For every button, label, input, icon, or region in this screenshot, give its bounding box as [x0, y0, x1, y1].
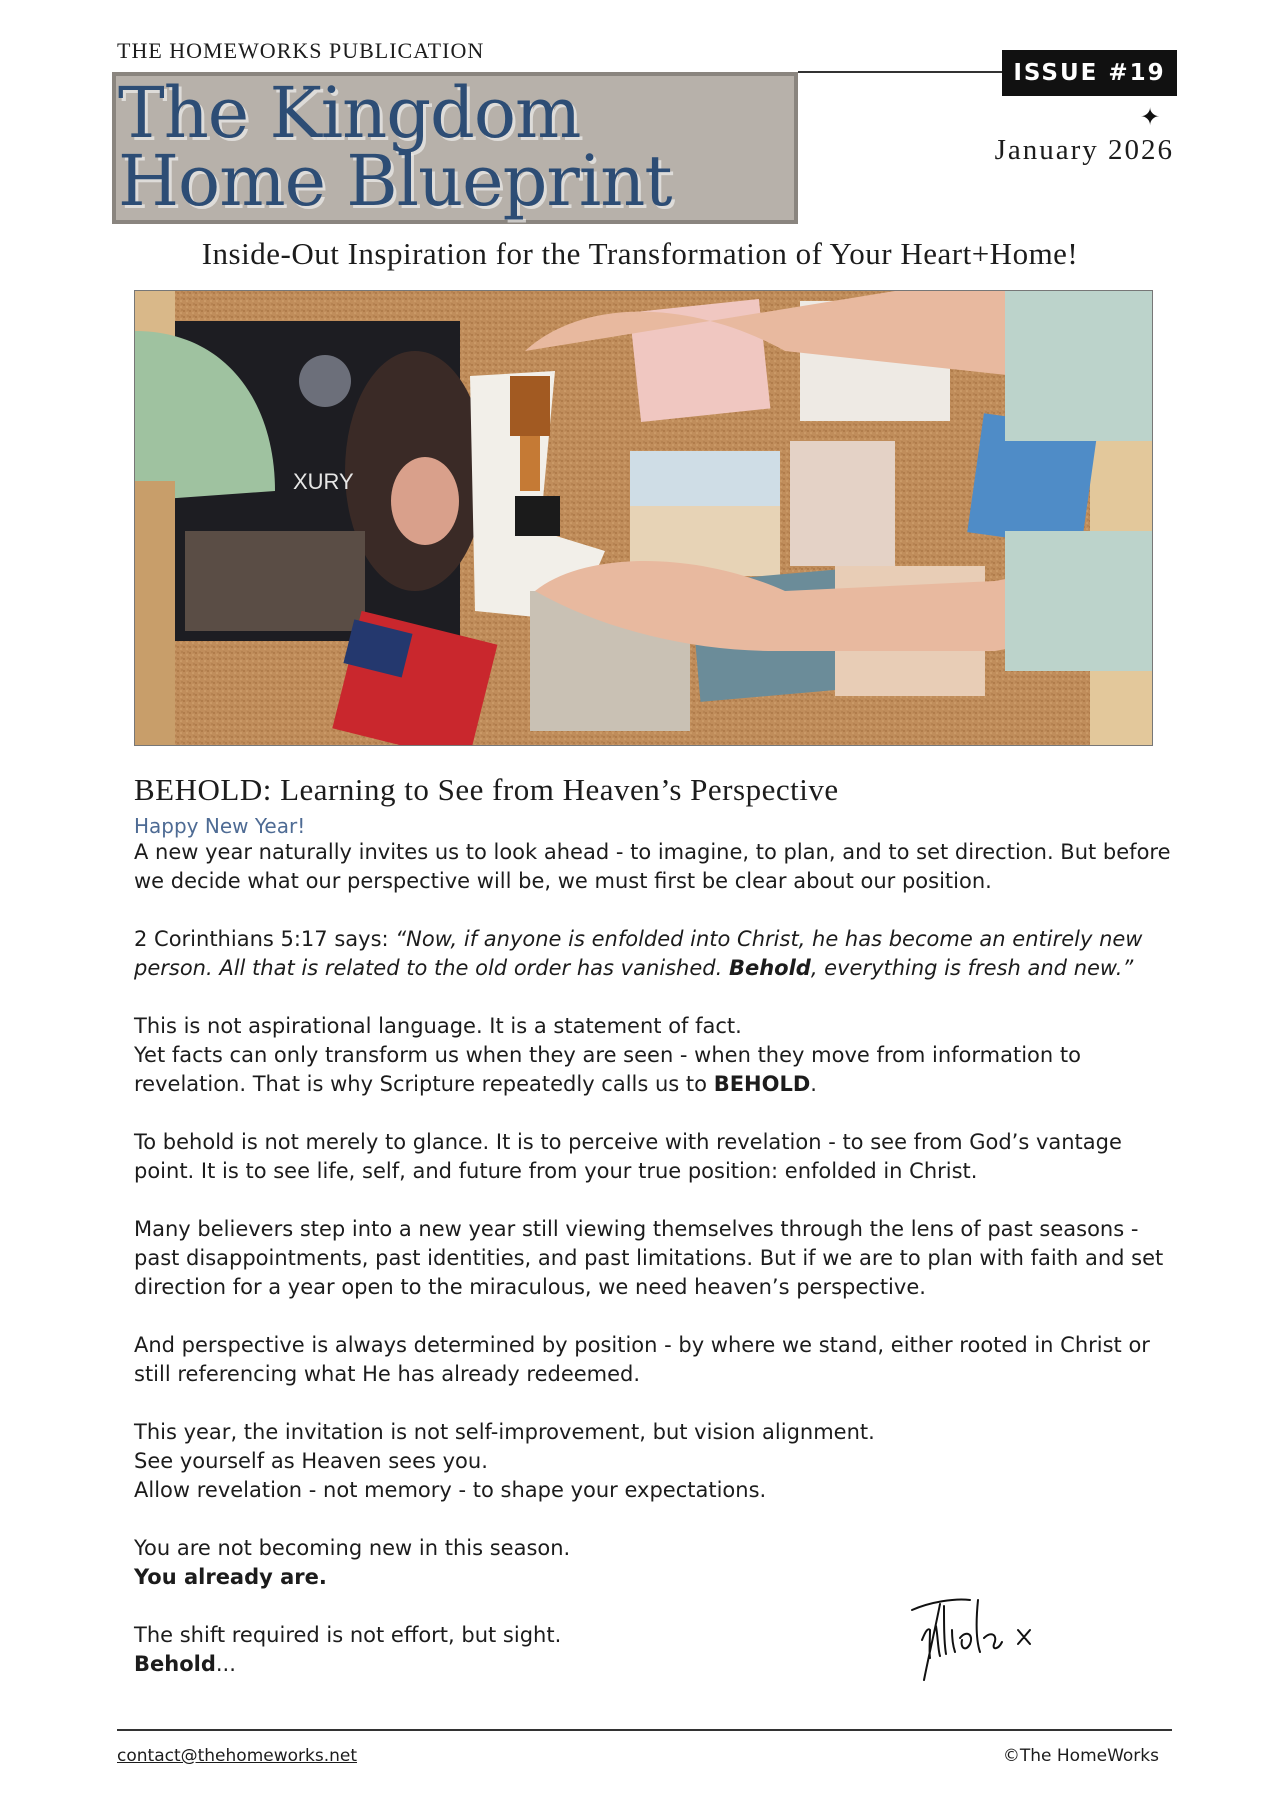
paragraph-behold: To behold is not merely to glance. It is to perceive with revelation - to see from God’s vantage point. It is to see life, self, and future from your true position: enfolded in Christ.: [134, 1130, 1122, 1183]
scripture-quote-b: , everything is fresh and new.”: [810, 956, 1134, 980]
fact-line-1: This is not aspirational language. It is a statement of fact.: [134, 1014, 742, 1038]
masthead-title-box: [112, 72, 798, 224]
fact-line-2: Yet facts can only transform us when they are seen - when they move from information to revelation. That is why Scripture repeatedly calls us to: [134, 1043, 1081, 1096]
header-divider: [798, 71, 1003, 73]
closing-end: ...: [215, 1652, 236, 1676]
copyright-notice: ©The HomeWorks: [1002, 1746, 1159, 1766]
contact-email-link[interactable]: contact@thehomeworks.net: [117, 1746, 358, 1766]
masthead-title-line-2: Home Blueprint: [118, 140, 672, 222]
new-line-1: You are not becoming new in this season.: [134, 1536, 571, 1560]
paragraph-believers: Many believers step into a new year still viewing themselves through the lens of past seasons - past disappointments, past identities, and past limitations. But if we are to plan with faith and set direction for a year open to the miraculous, we need heaven’s perspective.: [134, 1217, 1164, 1299]
article-title: BEHOLD: Learning to See from Heaven’s Perspective: [134, 772, 839, 807]
fact-end: .: [810, 1072, 817, 1096]
invitation-line-2: See yourself as Heaven sees you.: [134, 1449, 488, 1473]
scripture-reference: 2 Corinthians 5:17 says:: [134, 927, 396, 951]
masthead-title-line-1: The Kingdom: [118, 72, 581, 154]
author-signature: [900, 1580, 1050, 1690]
paragraph-position: And perspective is always determined by position - by where we stand, either rooted in Christ or still referencing what He has already redeemed.: [134, 1333, 1150, 1386]
closing-bold: Behold: [134, 1652, 216, 1676]
tagline: Inside-Out Inspiration for the Transformation of Your Heart+Home!: [201, 236, 1079, 271]
new-line-2: You already are.: [134, 1565, 327, 1589]
vision-board-illustration: [135, 291, 1153, 746]
hero-caption-text: XURY: [293, 469, 354, 494]
paragraph-scripture: [134, 925, 1174, 983]
scripture-quote-a: “Now, if anyone is enfolded into Christ, he has become an entirely new person. All that is related to the old order has vanished.: [134, 927, 1143, 980]
issue-badge: ISSUE #19: [1002, 50, 1177, 96]
invitation-line-1: This year, the invitation is not self-improvement, but vision alignment.: [134, 1420, 875, 1444]
scripture-quote-bold: Behold: [728, 956, 811, 980]
fact-bold: BEHOLD: [713, 1072, 811, 1096]
issue-date: January 2026: [994, 134, 1174, 166]
invitation-line-3: Allow revelation - not memory - to shape your expectations.: [134, 1478, 767, 1502]
paragraph-fact: [134, 1012, 1174, 1099]
closing-line-1: The shift required is not effort, but sight.: [134, 1623, 562, 1647]
sparkle-icon: ✦: [1140, 104, 1161, 131]
footer-divider: [117, 1729, 1172, 1731]
paragraph-intro: A new year naturally invites us to look ahead - to imagine, to plan, and to set direction. But before we decide what our perspective will be, we must first be clear about our position.: [134, 840, 1171, 893]
article-body: [134, 838, 1174, 1708]
article-greeting: Happy New Year!: [134, 814, 306, 838]
paragraph-invitation: [134, 1418, 1174, 1505]
hero-image: [134, 290, 1153, 746]
publisher-label: THE HOMEWORKS PUBLICATION: [117, 38, 485, 63]
